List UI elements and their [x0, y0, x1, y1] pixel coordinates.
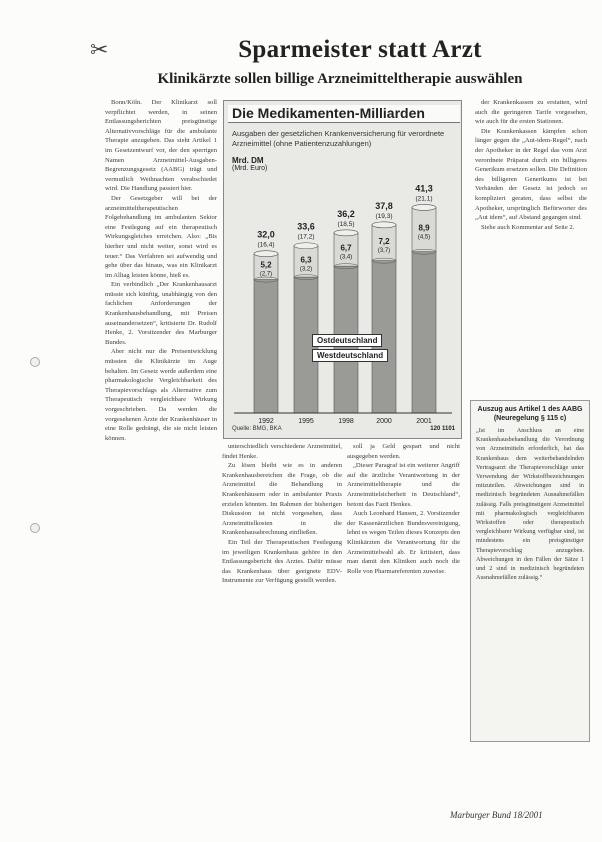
total-label: 37,8	[375, 200, 393, 211]
x-tick-label: 1998	[338, 418, 354, 425]
x-tick-label: 2000	[376, 418, 392, 425]
legend-west: Westdeutschland	[312, 349, 388, 362]
total-euro-label: (18,5)	[337, 220, 355, 228]
total-euro-label: (17,2)	[297, 233, 315, 241]
punch-hole	[30, 357, 40, 367]
paragraph: Ein verbindlich „Der Krankenhausarzt müsste sich künftig, unabhängig von den fachlichen Anforderungen der Krankenhausbehandlung, mit Preisen auseinandersetzen“, kritisierte Dr. Rudolf Henke, 2. Vorsitzender des Marburger Bundes.	[105, 281, 217, 346]
chart-unit: Mrd. DM	[232, 156, 264, 165]
article-column-1	[105, 98, 217, 778]
total-label: 32,0	[257, 229, 275, 240]
ost-label: 5,2	[260, 260, 272, 270]
x-tick-label: 2001	[416, 418, 432, 425]
paragraph: Bonn/Köln. Der Klinikarzt soll verpflichtet werden, in seinen Entlassungsberichten preisgünstige Alternativvorschläge für die ambulante Therapie anzugeben. Das sieht Artikel 1 im Gesetzentwurf vor, der den sperrigen Namen Arzneimittel-Ausgaben-Begrenzungsgesetz (AABG) trägt und vermutlich Weihnachten verabschiedet wird. Die Handlung passiert hier.	[105, 99, 217, 193]
article-column-4	[475, 98, 587, 398]
ost-label: 6,7	[340, 243, 352, 253]
paragraph: Der Gesetzgeber will bei der arzneimitteltherapeutischen Folgebehandlung im ambulanten Sektor eine Festlegung auf ein therapeutisch Wirkungsgleiches erreichen. Also: „Bis hierher und nicht weiter, sonst wird es teuer.“ Das Verfahren sei aufwendig und gehe über das hinaus, was ein Klinikarzt im Alltag leisten könne, hieß es.	[105, 194, 217, 279]
x-tick-label: 1992	[258, 418, 274, 425]
total-euro-label: (21,1)	[415, 195, 433, 203]
bar-west	[254, 280, 278, 413]
footer-publication: Marburger Bund 18/2001	[450, 810, 543, 820]
chart-id: 120 1101	[430, 426, 455, 432]
paragraph: unterschiedlich verschiedene Arzneimittel, findet Henke.	[222, 443, 342, 460]
paragraph: Siehe auch Kommentar auf Seite 2.	[481, 223, 575, 231]
paragraph: Die Krankenkassen kämpfen schon länger gegen die „Aut-idem-Regel“, nach der Apotheker in der Regel das vom Arzt verordnete Präparat durch ein billigeres Generikum ersetzen sollen. Die Definition des billigeren Generikums ist bei Verbänden der Gesetz ist jedoch so kompliziert geraten, dass selbst die Apotheker, ursprünglich Befürworter des „Aut idem“, auf Abstand gegangen sind.	[475, 127, 587, 222]
ost-euro-label: (3,4)	[339, 254, 353, 261]
x-tick-label: 1995	[298, 418, 314, 425]
chart-subtitle: Ausgaben der gesetzlichen Krankenversicherung für verordnete Arzneimittel (ohne Patientenzuzahlungen)	[232, 129, 445, 148]
total-euro-label: (16,4)	[257, 241, 275, 249]
info-box-title: Auszug aus Artikel 1 des AABG (Neuregelung § 115 c)	[477, 406, 583, 422]
paragraph: Ein Teil der Therapeutischen Festlegung im jeweiligen Krankenhaus gehöre in den Entlassungsbericht des Arztes. Dafür müsse das Krankenhaus über geeignete EDV-Instrumente zur Verfügung gestellt werden.	[222, 538, 342, 585]
bar-cap	[372, 222, 396, 228]
paragraph: Zu lösen bleibt wie es in anderen Krankenhausbereichen die Frage, ob die Arzneimittel die Behandlung in Krankenhäusern oder in ambulanter Praxis erzielen könnten. Im Rahmen der bisherigen Diskussion ist nicht vorgesehen, dass Arzneimittelkosten in die Krankenhausabrechnung einfließen.	[222, 462, 342, 537]
ost-euro-label: (4,5)	[417, 234, 431, 241]
ost-euro-label: (2,7)	[259, 271, 273, 278]
paragraph: Aber nicht nur die Preisentwicklung müssten die Klinikärzte im Auge behalten. Im Gesetz werde außerdem eine pharmakologische Vergleichbarkeit des Therapievorschlags als Alternative zum Therapeutisch vergleichbare Wirkung vorgeschrieben. Da werden die vorgesehenen Ärzte der Krankenhäuser in eine Rolle gedrängt, die sie nicht leisten können.	[105, 348, 217, 442]
chart-title: Die Medikamenten-Milliarden	[228, 105, 460, 123]
headline: Sparmeister statt Arzt	[238, 36, 482, 63]
ost-label: 6,3	[300, 255, 312, 265]
bar-cap	[294, 243, 318, 249]
total-label: 33,6	[297, 221, 315, 232]
bar-cap	[334, 230, 358, 236]
total-euro-label: (19,3)	[375, 212, 393, 220]
bar-cap	[412, 204, 436, 210]
article-column-2	[222, 442, 342, 782]
chart-plot	[224, 101, 461, 438]
paragraph: „Dieser Paragraf ist ein weiterer Angriff auf die ärztliche Verantwortung in der Arzneimitteltherapie und die Arzneimittelsicherheit in Deutschland“, betont das Fazit Henkes.	[347, 462, 460, 508]
article-column-3	[347, 442, 460, 782]
info-box-aabg	[470, 400, 590, 742]
punch-hole	[30, 523, 40, 533]
paragraph: Auch Leonhard Hansen, 2. Vorsitzender der Kassenärztlichen Bundesvereinigung, lehnt es wegen Teilen dieses Konzepts den Klinikärzten die Verantwortung für die Arzneimittelwahl ab. Er kritisiert, dass man damit den Kliniken auch noch die Rolle von Pharmareferenten zuweise.	[347, 510, 460, 575]
chart-medikamenten-milliarden	[223, 100, 462, 439]
ost-euro-label: (3,7)	[377, 247, 391, 254]
total-label: 36,2	[337, 208, 355, 219]
chart-unit-euro: (Mrd. Euro)	[232, 165, 268, 172]
ost-label: 8,9	[418, 223, 430, 233]
paragraph: soll ja Geld gespart und nicht ausgegeben werden.	[347, 443, 460, 460]
ost-euro-label: (3,2)	[299, 266, 313, 273]
bar-west	[412, 252, 436, 413]
subheadline: Klinikärzte sollen billige Arzneimitteltherapie auswählen	[157, 71, 523, 87]
legend-ost: Ostdeutschland	[312, 334, 382, 347]
info-box-text: „Ist im Anschluss an eine Krankenhausbehandlung die Verordnung von Arzneimitteln erforderlich, hat das Krankenhaus dem weiterbehandelnden Vertragsarzt die Therapievorschläge unter Verwendung der Wirkstoffbezeichnungen mitzuteilen. Abweichungen sind in medizinisch begründeten Ausnahmefällen zulässig. Falls preisgünstigere Arzneimittel mit pharmakologisch vergleichbaren Wirkstoffen oder therapeutisch vergleichbarer Wirkung verfügbar sind, ist mindestens ein preisgünstiger Therapievorschlag anzugeben. Abweichungen in den Fällen der Sätze 1 und 2 sind in medizinisch begründeten Ausnahmefällen zulässig.“	[476, 427, 584, 582]
paragraph: der Krankenkassen zu erstatten, wird auch die geringeren Tarife vorgesehen, wie auch für die ersten Stationen.	[475, 99, 587, 126]
ost-label: 7,2	[378, 236, 390, 246]
total-label: 41,3	[415, 183, 433, 194]
chart-source: Quelle: BMG, BKA	[232, 426, 282, 432]
bar-cap	[254, 251, 278, 257]
scissors-icon: ✂	[90, 38, 109, 63]
